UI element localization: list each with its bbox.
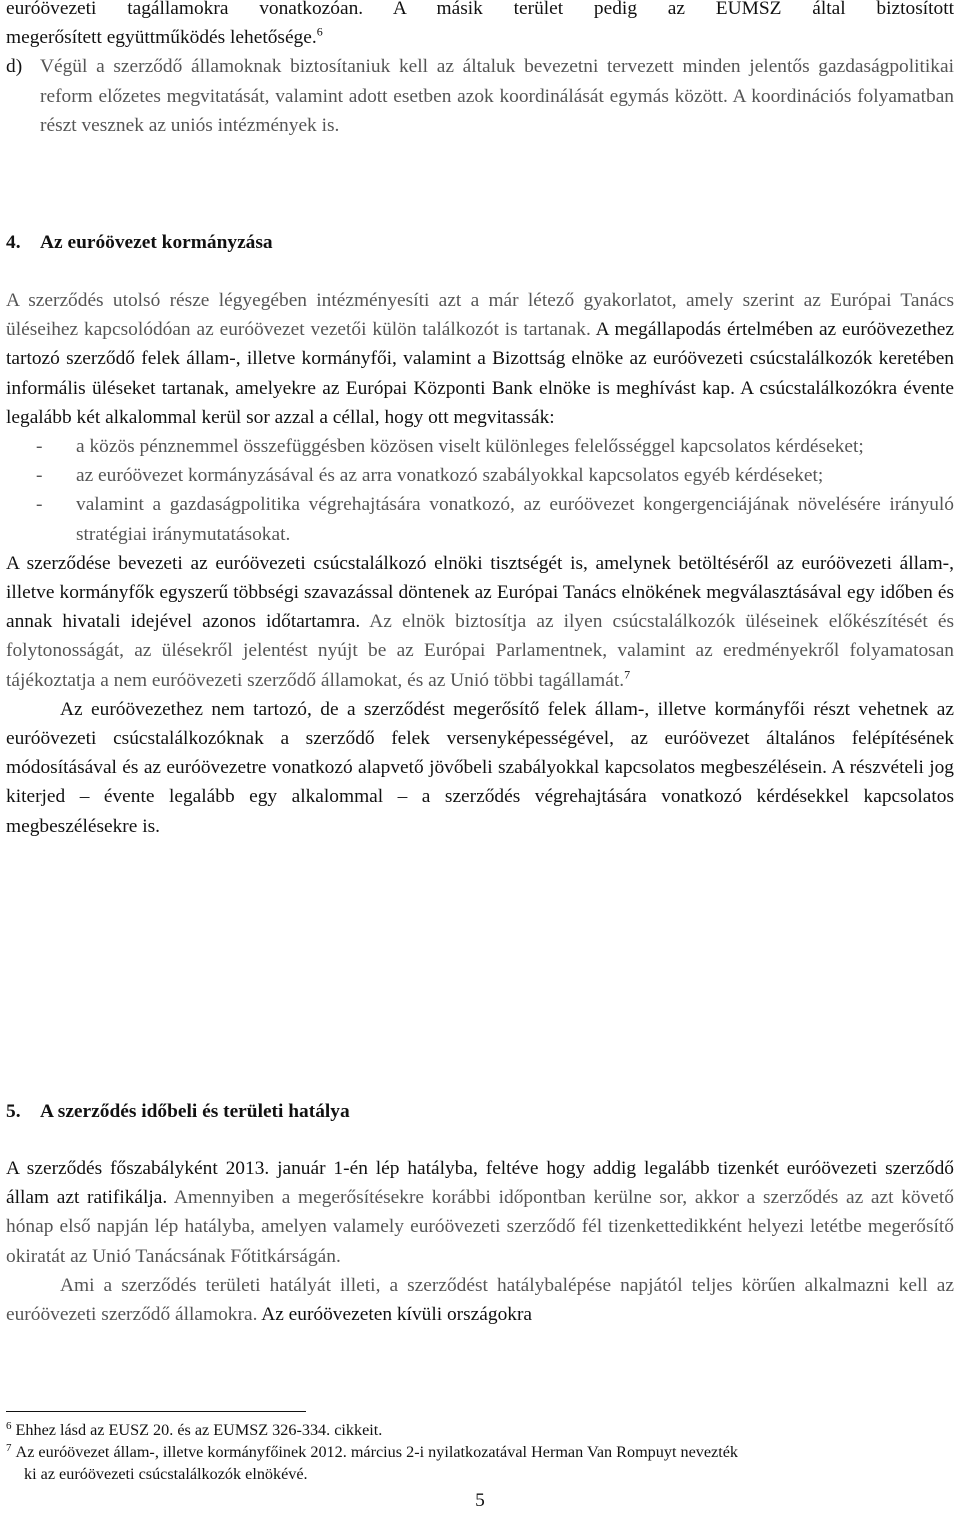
- footnote-continuation: ki az euróövezeti csúcstalálkozók elnökévé.: [24, 1464, 308, 1483]
- section-heading: [6, 1097, 350, 1126]
- section-number: 4.: [6, 232, 21, 253]
- list-item: - valamint a gazdaságpolitika végrehajtására vonatkozó, az euróövezet kongergenciájának növelésére irányuló stratégiai iránymutatásokat.: [36, 494, 954, 545]
- footnote: [6, 1442, 956, 1485]
- paragraph-line: euróövezeti tagállamokra vonatkozóan. A másik terület pedig az EUMSZ által biztosított: [6, 0, 954, 19]
- footnote-mark: 6: [6, 1419, 12, 1432]
- footnote-mark: 7: [6, 1441, 12, 1454]
- section-4-body: [6, 286, 954, 841]
- footnote-text: Ehhez lásd az EUSZ 20. és az EUMSZ 326-334. cikkeit.: [15, 1421, 383, 1439]
- section-title: A szerződés időbeli és területi hatálya: [40, 1101, 350, 1122]
- paragraph: A szerződés utolsó része légyegében intézményesíti azt a már létező gyakorlatot, amely szerint az Európai Tanács üléseihez kapcsolódóan az euróövezet vezetői külön találkozót is tartanak. A megállapodás értelmében az euróövezethez tartozó szerződő felek állam-, illetve kormányfői, valamint a Bizottság elnöke az euróövezeti csúcstalálkozók keretében informális üléseket tartanak, amelyekre az Európai Központi Bank elnöke is meghívást kap. A csúcstalálkozókra évente legalább két alkalommal kerül sor azzal a céllal, hogy ott megvitassák:: [6, 290, 954, 428]
- section-title: Az euróövezet kormányzása: [40, 232, 273, 253]
- section-5-body: [6, 1154, 954, 1329]
- paragraph: A szerződés főszabályként 2013. január 1-én lép hatályba, feltéve hogy addig legalább tizenkét euróövezeti szerződő állam azt ratifikálja. Amennyiben a megerősítésekre korábbi időpontban kerülne sor, akkor a szerződés az azt követő hónap első napján lép hatályba, amelyen valamely euróövezeti szerződő fél tizenkettedikként helyezi letétbe megerősítő okiratát az Unió Tanácsának Főtitkárságán.: [6, 1158, 954, 1267]
- footnote-ref: 7: [624, 667, 631, 682]
- section-heading: [6, 228, 273, 257]
- list-label: d): [6, 56, 23, 78]
- footnote-text: Az euróövezet állam-, illetve kormányfőinek 2012. március 2-i nyilatkozatával Herman Van Rompuyt nevezték: [15, 1443, 738, 1461]
- footnote-divider: [6, 1411, 306, 1412]
- top-continuation: [6, 0, 954, 140]
- section-number: 5.: [6, 1101, 21, 1122]
- paragraph: Ami a szerződés területi hatályát illeti, a szerződést hatálybalépése napjától teljes körűen alkalmazni kell az euróövezeti szerződő államokra. Az euróövezeten kívüli országokra: [6, 1274, 954, 1326]
- list-item-d: d) Végül a szerződő államoknak biztosítaniuk kell az általuk bevezetni tervezett minden jelentős gazdaságpolitikai reform előzetes megvitatását, valamint adott esetben azok koordinálását egymás között. A koordinációs folyamatban részt vesznek az uniós intézmények is.: [6, 52, 954, 140]
- page-number: 5: [475, 1490, 485, 1511]
- paragraph: Az euróövezethez nem tartozó, de a szerződést megerősítő felek állam-, illetve kormányfői részt vehetnek az euróövezeti csúcstalálkozóknak a szerződő felek versenyképességével, az euróövezet általános felépítésének módosításával és az euróövezetre vonatkozó alapvető jövőbeli szabályokkal kapcsolatos megbeszélésein. A részvételi jog kiterjed – évente legalább egy alkalommal – a szerződés végrehajtására vonatkozó kérdésekkel kapcsolatos megbeszélésekre is.: [6, 698, 955, 837]
- list-item: - az euróövezet kormányzásával és az arra vonatkozó szabályokkal kapcsolatos egyéb kérdéseket;: [36, 465, 824, 487]
- list-item: - a közös pénznemmel összefüggésben közösen viselt különleges felelősséggel kapcsolatos kérdéseket;: [36, 436, 864, 458]
- footnote-ref: 6: [316, 24, 323, 39]
- paragraph-line: megerősített együttműködés lehetősége.$^6$: [6, 24, 323, 49]
- paragraph: A szerződése bevezeti az euróövezeti csúcstalálkozó elnöki tisztségét is, amelynek betöltéséről az euróövezeti állam-, illetve kormányfők egyszerű többségi szavazással döntenek az Európai Tanács elnökének megválasztásával egy időben és annak hivatali idejével azonos időtartamra. Az elnök biztosítja az ilyen csúcstalálkozók üléseinek előkészítését és folytonosságát, az ülésekről jelentést nyújt be az Európai Parlamentnek, valamint az eredményekről folyamatosan tájékoztatja a nem euróövezeti szerződő államokat, és az Unió többi tagállamát.$^7$: [6, 552, 955, 691]
- footnote: [6, 1420, 956, 1442]
